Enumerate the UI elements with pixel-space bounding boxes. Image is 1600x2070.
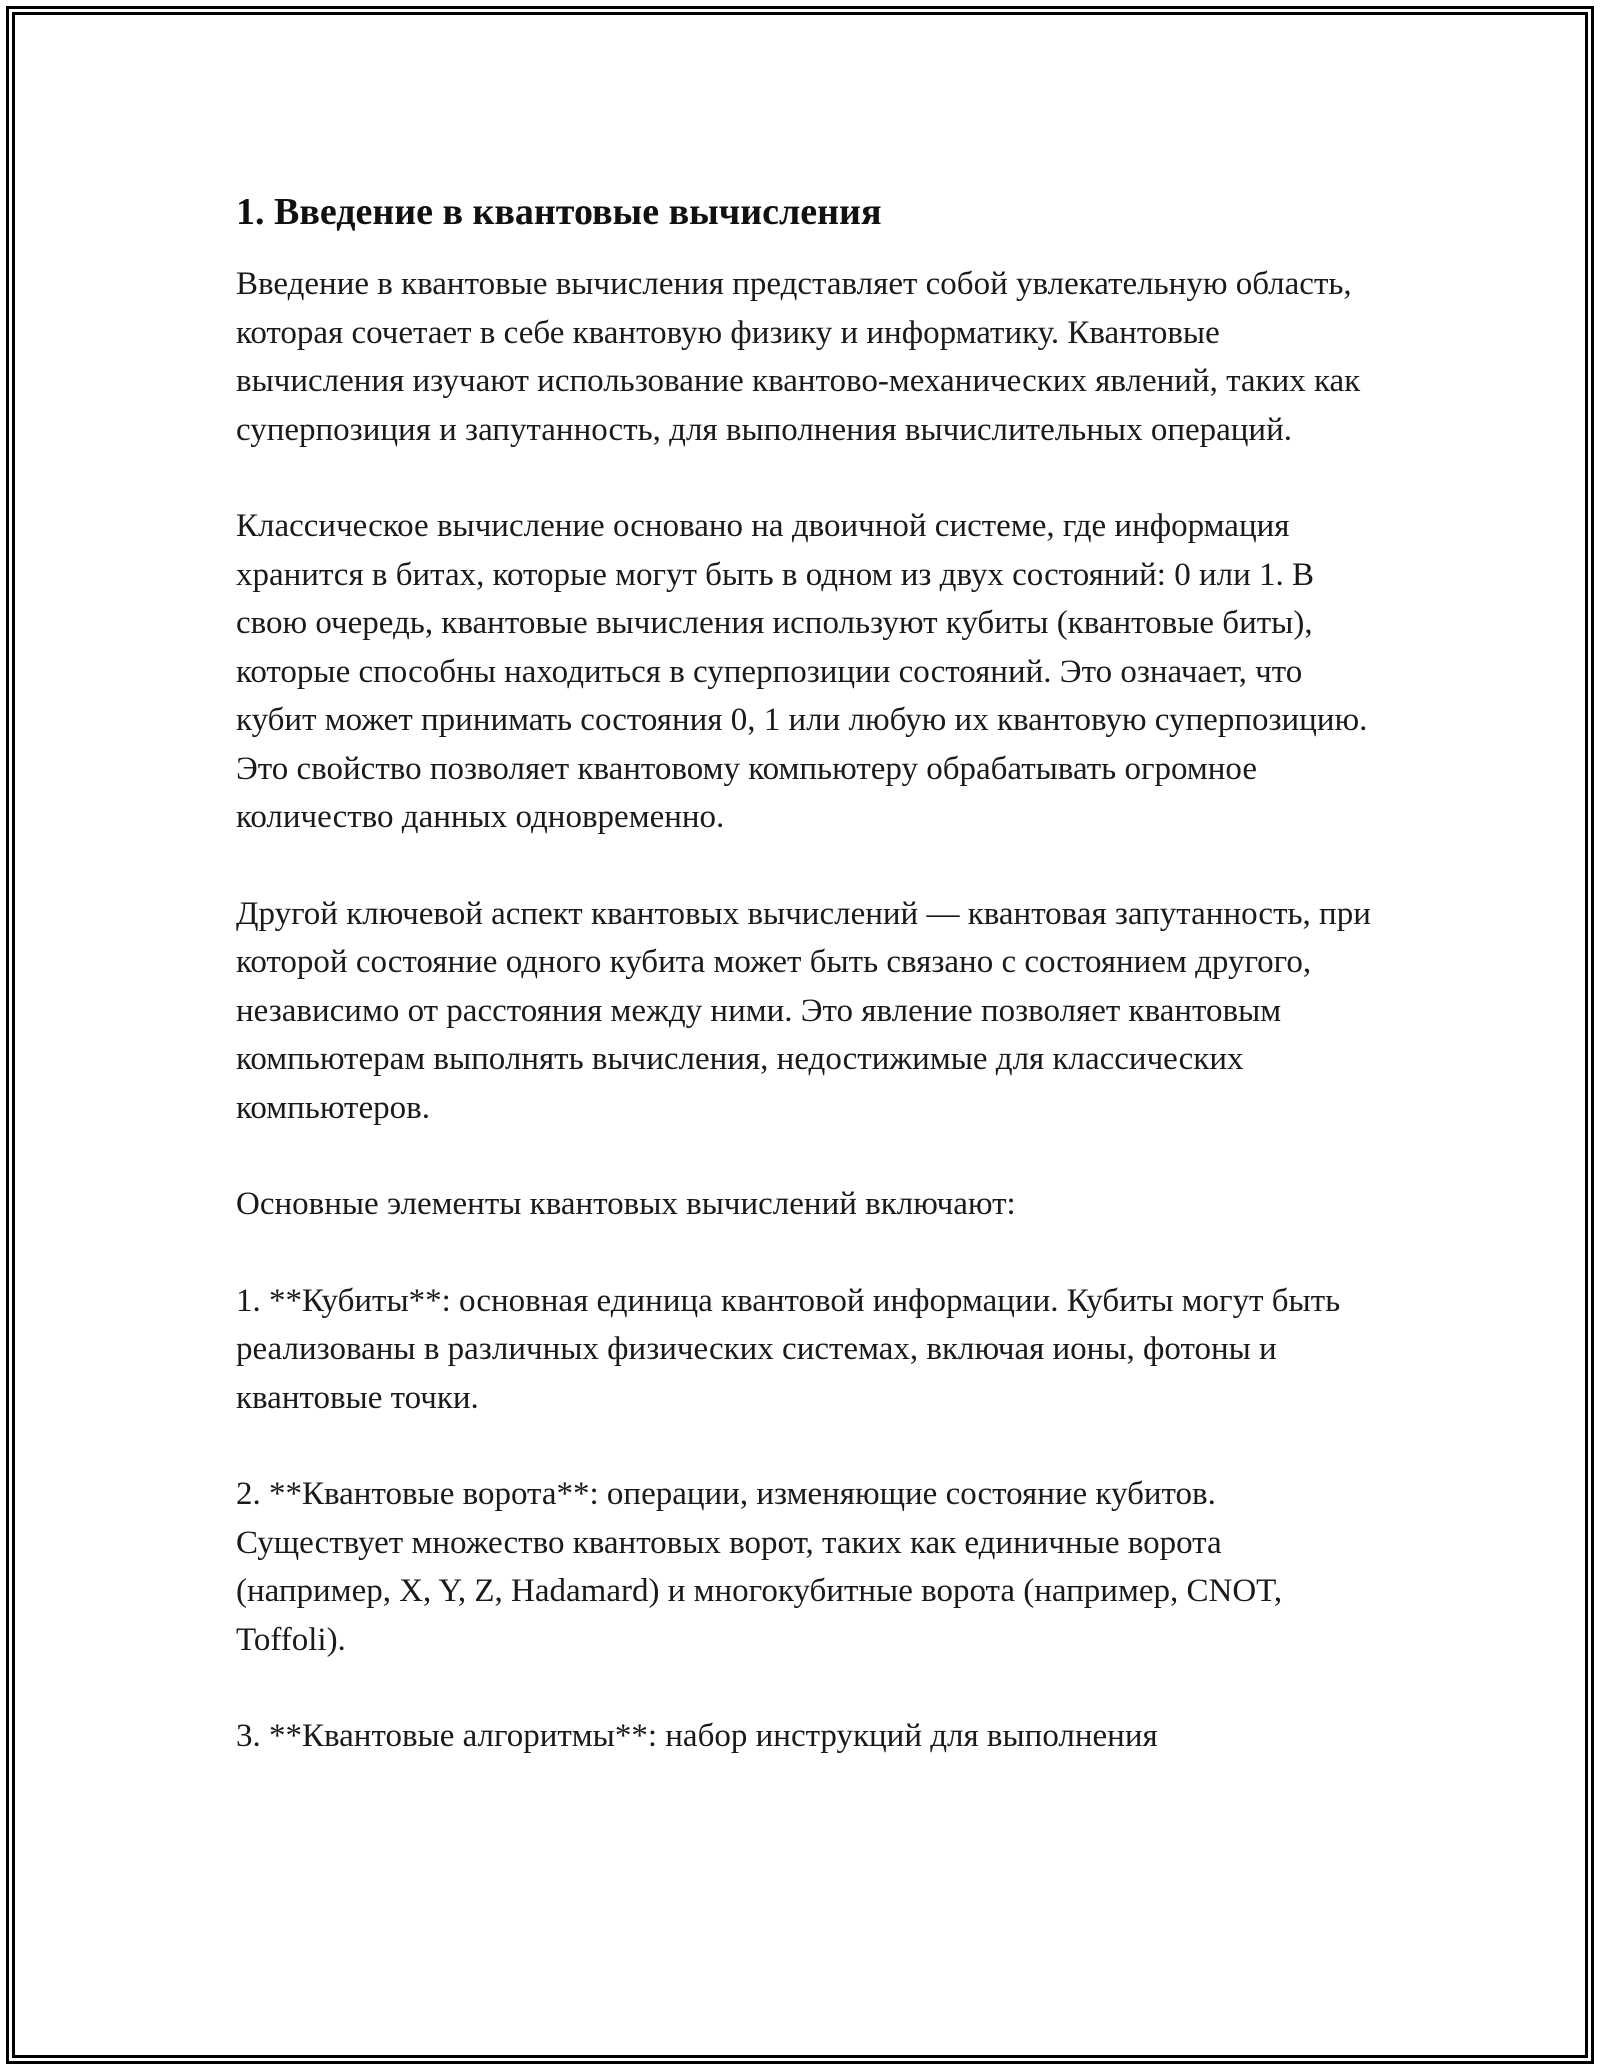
document-page bbox=[236, 186, 1376, 1761]
list-item-qubits: 1. **Кубиты**: основная единица квантовой информации. Кубиты могут быть реализованы в различных физических системах, включая ионы, фотоны и квантовые точки. bbox=[236, 1282, 1341, 1416]
section-heading: 1. Введение в квантовые вычисления bbox=[236, 191, 882, 233]
paragraph-classical-vs-quantum: Классическое вычисление основано на двоичной системе, где информация хранится в битах, которые могут быть в одном из двух состояний: 0 или 1. В свою очередь, квантовые вычисления используют кубиты (квантовые биты), которые способны находиться в суперпозиции состояний. Это означает, что кубит может принимать состояния 0, 1 или любую их квантовую суперпозицию. Это свойство позволяет квантовому компьютеру обрабатывать огромное количество данных одновременно. bbox=[236, 508, 1368, 835]
paragraph-intro: Введение в квантовые вычисления представляет собой увлекательную область, которая сочетает в себе квантовую физику и информатику. Квантовые вычисления изучают использование квантово-механических явлений, таких как суперпозиция и запутанность, для выполнения вычислительных операций. bbox=[236, 266, 1361, 448]
paragraph-elements-intro: Основные элементы квантовых вычислений включают: bbox=[236, 1186, 1016, 1222]
list-item-quantum-algorithms: 3. **Квантовые алгоритмы**: набор инструкций для выполнения bbox=[236, 1718, 1158, 1754]
paragraph-entanglement: Другой ключевой аспект квантовых вычислений — квантовая запутанность, при которой состояние одного кубита может быть связано с состоянием другого, независимо от расстояния между ними. Это явление позволяет квантовым компьютерам выполнять вычисления, недостижимые для классических компьютеров. bbox=[236, 895, 1371, 1126]
list-item-quantum-gates: 2. **Квантовые ворота**: операции, изменяющие состояние кубитов. Существует множество квантовых ворот, таких как единичные ворота (например, X, Y, Z, Hadamard) и многокубитные ворота (например, CNOT, Toffoli). bbox=[236, 1476, 1283, 1658]
